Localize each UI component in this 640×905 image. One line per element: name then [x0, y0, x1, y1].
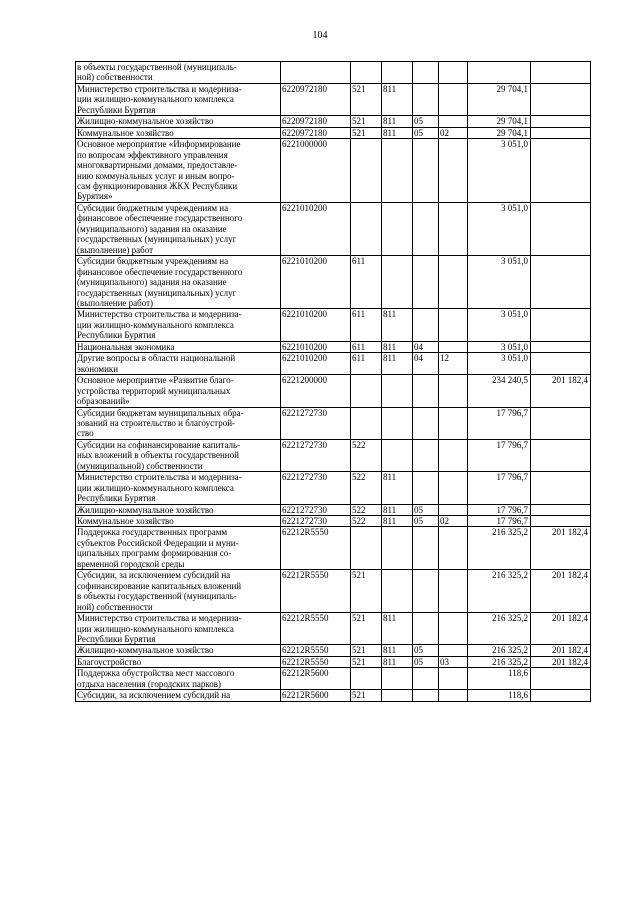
subsection-cell — [439, 439, 468, 471]
department-cell — [382, 439, 413, 471]
department-cell: 811 — [382, 83, 413, 115]
target-code-cell: 6221010200 — [281, 341, 351, 352]
subsection-cell — [439, 570, 468, 613]
amount-cell: 216 325,2 — [468, 527, 531, 570]
amount-cell: 17 796,7 — [468, 472, 531, 504]
amount-cell: 3 051,0 — [468, 341, 531, 352]
subsection-cell — [439, 645, 468, 656]
table-row — [76, 309, 591, 341]
target-code-cell: 62212R5550 — [281, 613, 351, 645]
table-row — [76, 127, 591, 138]
federal-amount-cell — [531, 516, 591, 527]
department-cell: 811 — [382, 341, 413, 352]
amount-cell: 234 240,5 — [468, 375, 531, 407]
amount-cell: 17 796,7 — [468, 439, 531, 471]
department-cell: 811 — [382, 309, 413, 341]
expense-type-cell: 521 — [351, 116, 382, 127]
department-cell — [382, 256, 413, 309]
target-code-cell — [281, 62, 351, 84]
section-cell — [413, 139, 439, 203]
table-row — [76, 202, 591, 255]
subsection-cell — [439, 527, 468, 570]
department-cell — [382, 62, 413, 84]
item-name-cell: Поддержка обустройства мест массового отдыха населения (городских парков) — [76, 668, 281, 690]
subsection-cell — [439, 256, 468, 309]
section-cell: 04 — [413, 353, 439, 375]
target-code-cell: 6220972180 — [281, 116, 351, 127]
federal-amount-cell — [531, 407, 591, 439]
department-cell — [382, 202, 413, 255]
department-cell: 811 — [382, 127, 413, 138]
federal-amount-cell — [531, 116, 591, 127]
target-code-cell: 62212R5600 — [281, 668, 351, 690]
department-cell — [382, 375, 413, 407]
section-cell — [413, 256, 439, 309]
subsection-cell — [439, 62, 468, 84]
subsection-cell — [439, 341, 468, 352]
expense-type-cell — [351, 668, 382, 690]
section-cell — [413, 570, 439, 613]
expense-type-cell: 611 — [351, 309, 382, 341]
table-row — [76, 116, 591, 127]
federal-amount-cell: 201 182,4 — [531, 570, 591, 613]
item-name-cell: в объекты государственной (муниципаль- ной) собственности — [76, 62, 281, 84]
item-name-cell: Жилищно-коммунальное хозяйство — [76, 645, 281, 656]
subsection-cell — [439, 83, 468, 115]
federal-amount-cell — [531, 668, 591, 690]
expense-type-cell: 521 — [351, 690, 382, 701]
table-row — [76, 570, 591, 613]
federal-amount-cell — [531, 472, 591, 504]
amount-cell: 216 325,2 — [468, 570, 531, 613]
section-cell — [413, 62, 439, 84]
subsection-cell — [439, 668, 468, 690]
federal-amount-cell — [531, 127, 591, 138]
section-cell — [413, 309, 439, 341]
table-row — [76, 527, 591, 570]
amount-cell: 29 704,1 — [468, 83, 531, 115]
table-row — [76, 407, 591, 439]
section-cell — [413, 668, 439, 690]
table-row — [76, 62, 591, 84]
item-name-cell: Благоустройство — [76, 656, 281, 667]
item-name-cell: Субсидии на софинансирование капиталь- ных вложений в объекты государственной (муниципальной) собственности — [76, 439, 281, 471]
item-name-cell: Поддержка государственных программ субъектов Российской Федерации и муни- ципальных программ формирования со- временной городской среды — [76, 527, 281, 570]
department-cell — [382, 690, 413, 701]
expense-type-cell — [351, 375, 382, 407]
department-cell: 811 — [382, 116, 413, 127]
federal-amount-cell: 201 182,4 — [531, 613, 591, 645]
section-cell — [413, 375, 439, 407]
table-row — [76, 656, 591, 667]
target-code-cell: 6221000000 — [281, 139, 351, 203]
federal-amount-cell — [531, 504, 591, 515]
section-cell: 05 — [413, 516, 439, 527]
federal-amount-cell — [531, 202, 591, 255]
item-name-cell: Субсидии, за исключением субсидий на софинансирование капитальных вложений в объекты государственной (муниципаль- ной) собственности — [76, 570, 281, 613]
table-row — [76, 139, 591, 203]
expense-type-cell: 521 — [351, 613, 382, 645]
amount-cell: 118,6 — [468, 690, 531, 701]
expense-type-cell: 521 — [351, 127, 382, 138]
expense-type-cell — [351, 139, 382, 203]
section-cell: 05 — [413, 116, 439, 127]
department-cell — [382, 570, 413, 613]
item-name-cell: Субсидии, за исключением субсидий на — [76, 690, 281, 701]
target-code-cell: 6221272730 — [281, 407, 351, 439]
item-name-cell: Основное мероприятие «Развитие благо- устройства территорий муниципальных образований» — [76, 375, 281, 407]
department-cell: 811 — [382, 353, 413, 375]
amount-cell: 3 051,0 — [468, 139, 531, 203]
section-cell — [413, 613, 439, 645]
amount-cell: 17 796,7 — [468, 516, 531, 527]
expense-type-cell: 522 — [351, 516, 382, 527]
table-row — [76, 353, 591, 375]
table-row — [76, 613, 591, 645]
subsection-cell — [439, 407, 468, 439]
item-name-cell: Министерство строительства и модерниза- ции жилищно-коммунального комплекса Республики Бурятия — [76, 83, 281, 115]
amount-cell: 118,6 — [468, 668, 531, 690]
department-cell: 811 — [382, 613, 413, 645]
subsection-cell — [439, 613, 468, 645]
item-name-cell: Коммунальное хозяйство — [76, 516, 281, 527]
item-name-cell: Субсидии бюджетным учреждениям на финансовое обеспечение государственного (муниципального) задания на оказание государственных (муниципальных) услуг (выполнение работ) — [76, 256, 281, 309]
target-code-cell: 62212R5550 — [281, 656, 351, 667]
table-row — [76, 375, 591, 407]
item-name-cell: Коммунальное хозяйство — [76, 127, 281, 138]
amount-cell — [468, 62, 531, 84]
page-number: 104 — [312, 30, 328, 41]
expense-type-cell: 522 — [351, 504, 382, 515]
amount-cell: 3 051,0 — [468, 256, 531, 309]
item-name-cell: Субсидии бюджетным учреждениям на финансовое обеспечение государственного (муниципального) задания на оказание государственных (муниципальных) услуг (выполнение) работ — [76, 202, 281, 255]
target-code-cell: 6221272730 — [281, 472, 351, 504]
target-code-cell: 62212R5600 — [281, 690, 351, 701]
item-name-cell: Министерство строительства и модерниза- ции жилищно-коммунального комплекса Республики Бурятия — [76, 613, 281, 645]
table-row — [76, 439, 591, 471]
expense-type-cell: 611 — [351, 341, 382, 352]
expense-type-cell: 611 — [351, 353, 382, 375]
item-name-cell: Министерство строительства и модерниза- ции жилищно-коммунального комплекса Республики Бурятия — [76, 472, 281, 504]
table-row — [76, 516, 591, 527]
target-code-cell: 62212R5550 — [281, 527, 351, 570]
subsection-cell — [439, 202, 468, 255]
section-cell: 05 — [413, 504, 439, 515]
amount-cell: 3 051,0 — [468, 309, 531, 341]
item-name-cell: Жилищно-коммунальное хозяйство — [76, 116, 281, 127]
table-body — [76, 62, 591, 702]
federal-amount-cell — [531, 690, 591, 701]
expense-type-cell: 521 — [351, 645, 382, 656]
federal-amount-cell — [531, 341, 591, 352]
item-name-cell: Другие вопросы в области национальной экономики — [76, 353, 281, 375]
budget-table — [75, 61, 591, 702]
target-code-cell: 6221272730 — [281, 504, 351, 515]
table-row — [76, 256, 591, 309]
section-cell: 04 — [413, 341, 439, 352]
expense-type-cell: 521 — [351, 570, 382, 613]
item-name-cell: Министерство строительства и модерниза- ции жилищно-коммунального комплекса Республики Бурятия — [76, 309, 281, 341]
item-name-cell: Жилищно-коммунальное хозяйство — [76, 504, 281, 515]
department-cell — [382, 668, 413, 690]
expense-type-cell: 521 — [351, 83, 382, 115]
subsection-cell — [439, 472, 468, 504]
subsection-cell: 02 — [439, 127, 468, 138]
target-code-cell: 6221010200 — [281, 353, 351, 375]
federal-amount-cell: 201 182,4 — [531, 656, 591, 667]
expense-type-cell — [351, 62, 382, 84]
table-row — [76, 645, 591, 656]
amount-cell: 29 704,1 — [468, 116, 531, 127]
section-cell — [413, 472, 439, 504]
federal-amount-cell — [531, 256, 591, 309]
federal-amount-cell: 201 182,4 — [531, 375, 591, 407]
expense-type-cell: 521 — [351, 656, 382, 667]
amount-cell: 17 796,7 — [468, 504, 531, 515]
expense-type-cell: 611 — [351, 256, 382, 309]
federal-amount-cell: 201 182,4 — [531, 527, 591, 570]
item-name-cell: Национальная экономика — [76, 341, 281, 352]
subsection-cell — [439, 139, 468, 203]
target-code-cell: 62212R5550 — [281, 570, 351, 613]
target-code-cell: 6220972180 — [281, 127, 351, 138]
section-cell — [413, 527, 439, 570]
amount-cell: 216 325,2 — [468, 645, 531, 656]
section-cell — [413, 439, 439, 471]
amount-cell: 216 325,2 — [468, 613, 531, 645]
subsection-cell — [439, 375, 468, 407]
expense-type-cell: 522 — [351, 439, 382, 471]
amount-cell: 3 051,0 — [468, 353, 531, 375]
table-row — [76, 504, 591, 515]
subsection-cell: 02 — [439, 516, 468, 527]
section-cell — [413, 202, 439, 255]
target-code-cell: 62212R5550 — [281, 645, 351, 656]
federal-amount-cell: 201 182,4 — [531, 645, 591, 656]
department-cell: 811 — [382, 472, 413, 504]
federal-amount-cell — [531, 62, 591, 84]
federal-amount-cell — [531, 439, 591, 471]
target-code-cell: 6221272730 — [281, 439, 351, 471]
table-row — [76, 472, 591, 504]
department-cell: 811 — [382, 656, 413, 667]
item-name-cell: Основное мероприятие «Информирование по вопросам эффективного управления многоквартирными домами, предоставле- нию коммунальных услуг и иным вопро- сам функционирования ЖКХ Республики Бурятия» — [76, 139, 281, 203]
amount-cell: 216 325,2 — [468, 656, 531, 667]
expense-type-cell: 522 — [351, 472, 382, 504]
federal-amount-cell — [531, 139, 591, 203]
department-cell: 811 — [382, 504, 413, 515]
department-cell: 811 — [382, 516, 413, 527]
expense-type-cell — [351, 527, 382, 570]
subsection-cell: 12 — [439, 353, 468, 375]
federal-amount-cell — [531, 353, 591, 375]
target-code-cell: 6221200000 — [281, 375, 351, 407]
department-cell — [382, 139, 413, 203]
section-cell: 05 — [413, 645, 439, 656]
department-cell — [382, 527, 413, 570]
department-cell: 811 — [382, 645, 413, 656]
amount-cell: 29 704,1 — [468, 127, 531, 138]
subsection-cell — [439, 116, 468, 127]
target-code-cell: 6221272730 — [281, 516, 351, 527]
expense-type-cell — [351, 202, 382, 255]
amount-cell: 17 796,7 — [468, 407, 531, 439]
subsection-cell — [439, 504, 468, 515]
section-cell: 05 — [413, 127, 439, 138]
table-row — [76, 83, 591, 115]
federal-amount-cell — [531, 309, 591, 341]
section-cell — [413, 83, 439, 115]
target-code-cell: 6221010200 — [281, 309, 351, 341]
subsection-cell — [439, 690, 468, 701]
item-name-cell: Субсидии бюджетам муниципальных обра- зований на строительство и благоустрой- ство — [76, 407, 281, 439]
target-code-cell: 6221010200 — [281, 256, 351, 309]
section-cell: 05 — [413, 656, 439, 667]
table-row — [76, 668, 591, 690]
section-cell — [413, 407, 439, 439]
expense-type-cell — [351, 407, 382, 439]
subsection-cell: 03 — [439, 656, 468, 667]
target-code-cell: 6220972180 — [281, 83, 351, 115]
table-row — [76, 341, 591, 352]
subsection-cell — [439, 309, 468, 341]
section-cell — [413, 690, 439, 701]
federal-amount-cell — [531, 83, 591, 115]
department-cell — [382, 407, 413, 439]
table-row — [76, 690, 591, 701]
target-code-cell: 6221010200 — [281, 202, 351, 255]
amount-cell: 3 051,0 — [468, 202, 531, 255]
